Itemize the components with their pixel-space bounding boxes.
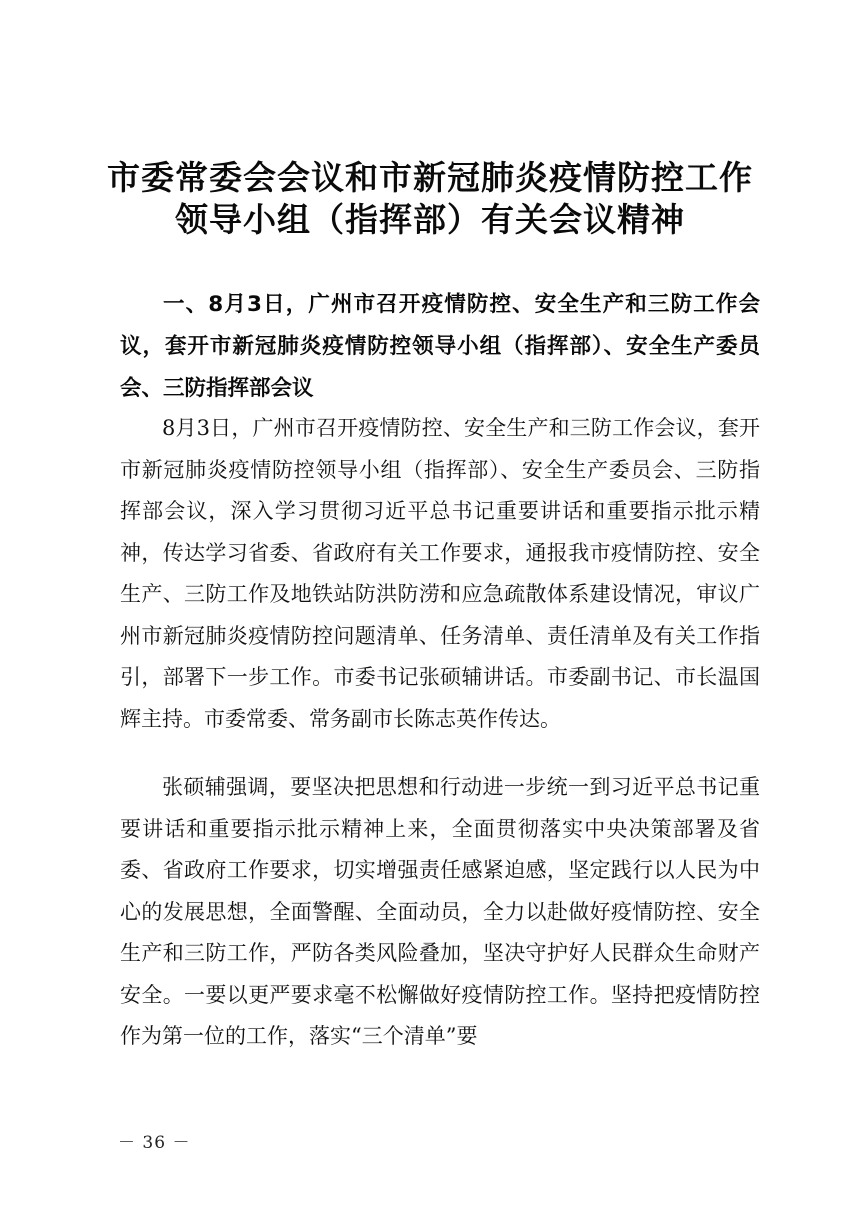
body-paragraph-1: 8月3日，广州市召开疫情防控、安全生产和三防工作会议，套开市新冠肺炎疫情防控领导小组（指挥部）、安全生产委员会、三防指挥部会议，深入学习贯彻习近平总书记重要讲话和重要指示批示精神，传达学习省委、省政府有关工作要求，通报我市疫情防控、安全生产、三防工作及地铁站防洪防涝和应急疏散体系建设情况，审议广州市新冠肺炎疫情防控问题清单、任务清单、责任清单及有关工作指引，部署下一步工作。市委书记张硕辅讲话。市委副书记、市长温国辉主持。市委常委、常务副市长陈志英作传达。 [120,416,760,731]
document-title-line-2: 领导小组（指挥部）有关会议精神 [175,200,685,239]
body-paragraph-2: 张硕辅强调，要坚决把思想和行动进一步统一到习近平总书记重要讲话和重要指示批示精神上来，全面贯彻落实中央决策部署及省委、省政府工作要求，切实增强责任感紧迫感，坚定践行以人民为中心的发展思想，全面警醒、全面动员，全力以赴做好疫情防控、安全生产和三防工作，严防各类风险叠加，坚决守护好人民群众生命财产安全。一要以更严要求毫不松懈做好疫情防控工作。坚持把疫情防控作为第一位的工作，落实“三个清单”要 [120,775,760,1048]
document-title-line-1: 市委常委会会议和市新冠肺炎疫情防控工作 [107,158,753,197]
section-heading: 一、8月3日，广州市召开疫情防控、安全生产和三防工作会议，套开市新冠肺炎疫情防控领导小组（指挥部）、安全生产委员会、三防指挥部会议 [120,292,760,401]
page-number: － 36 － [118,1133,191,1153]
